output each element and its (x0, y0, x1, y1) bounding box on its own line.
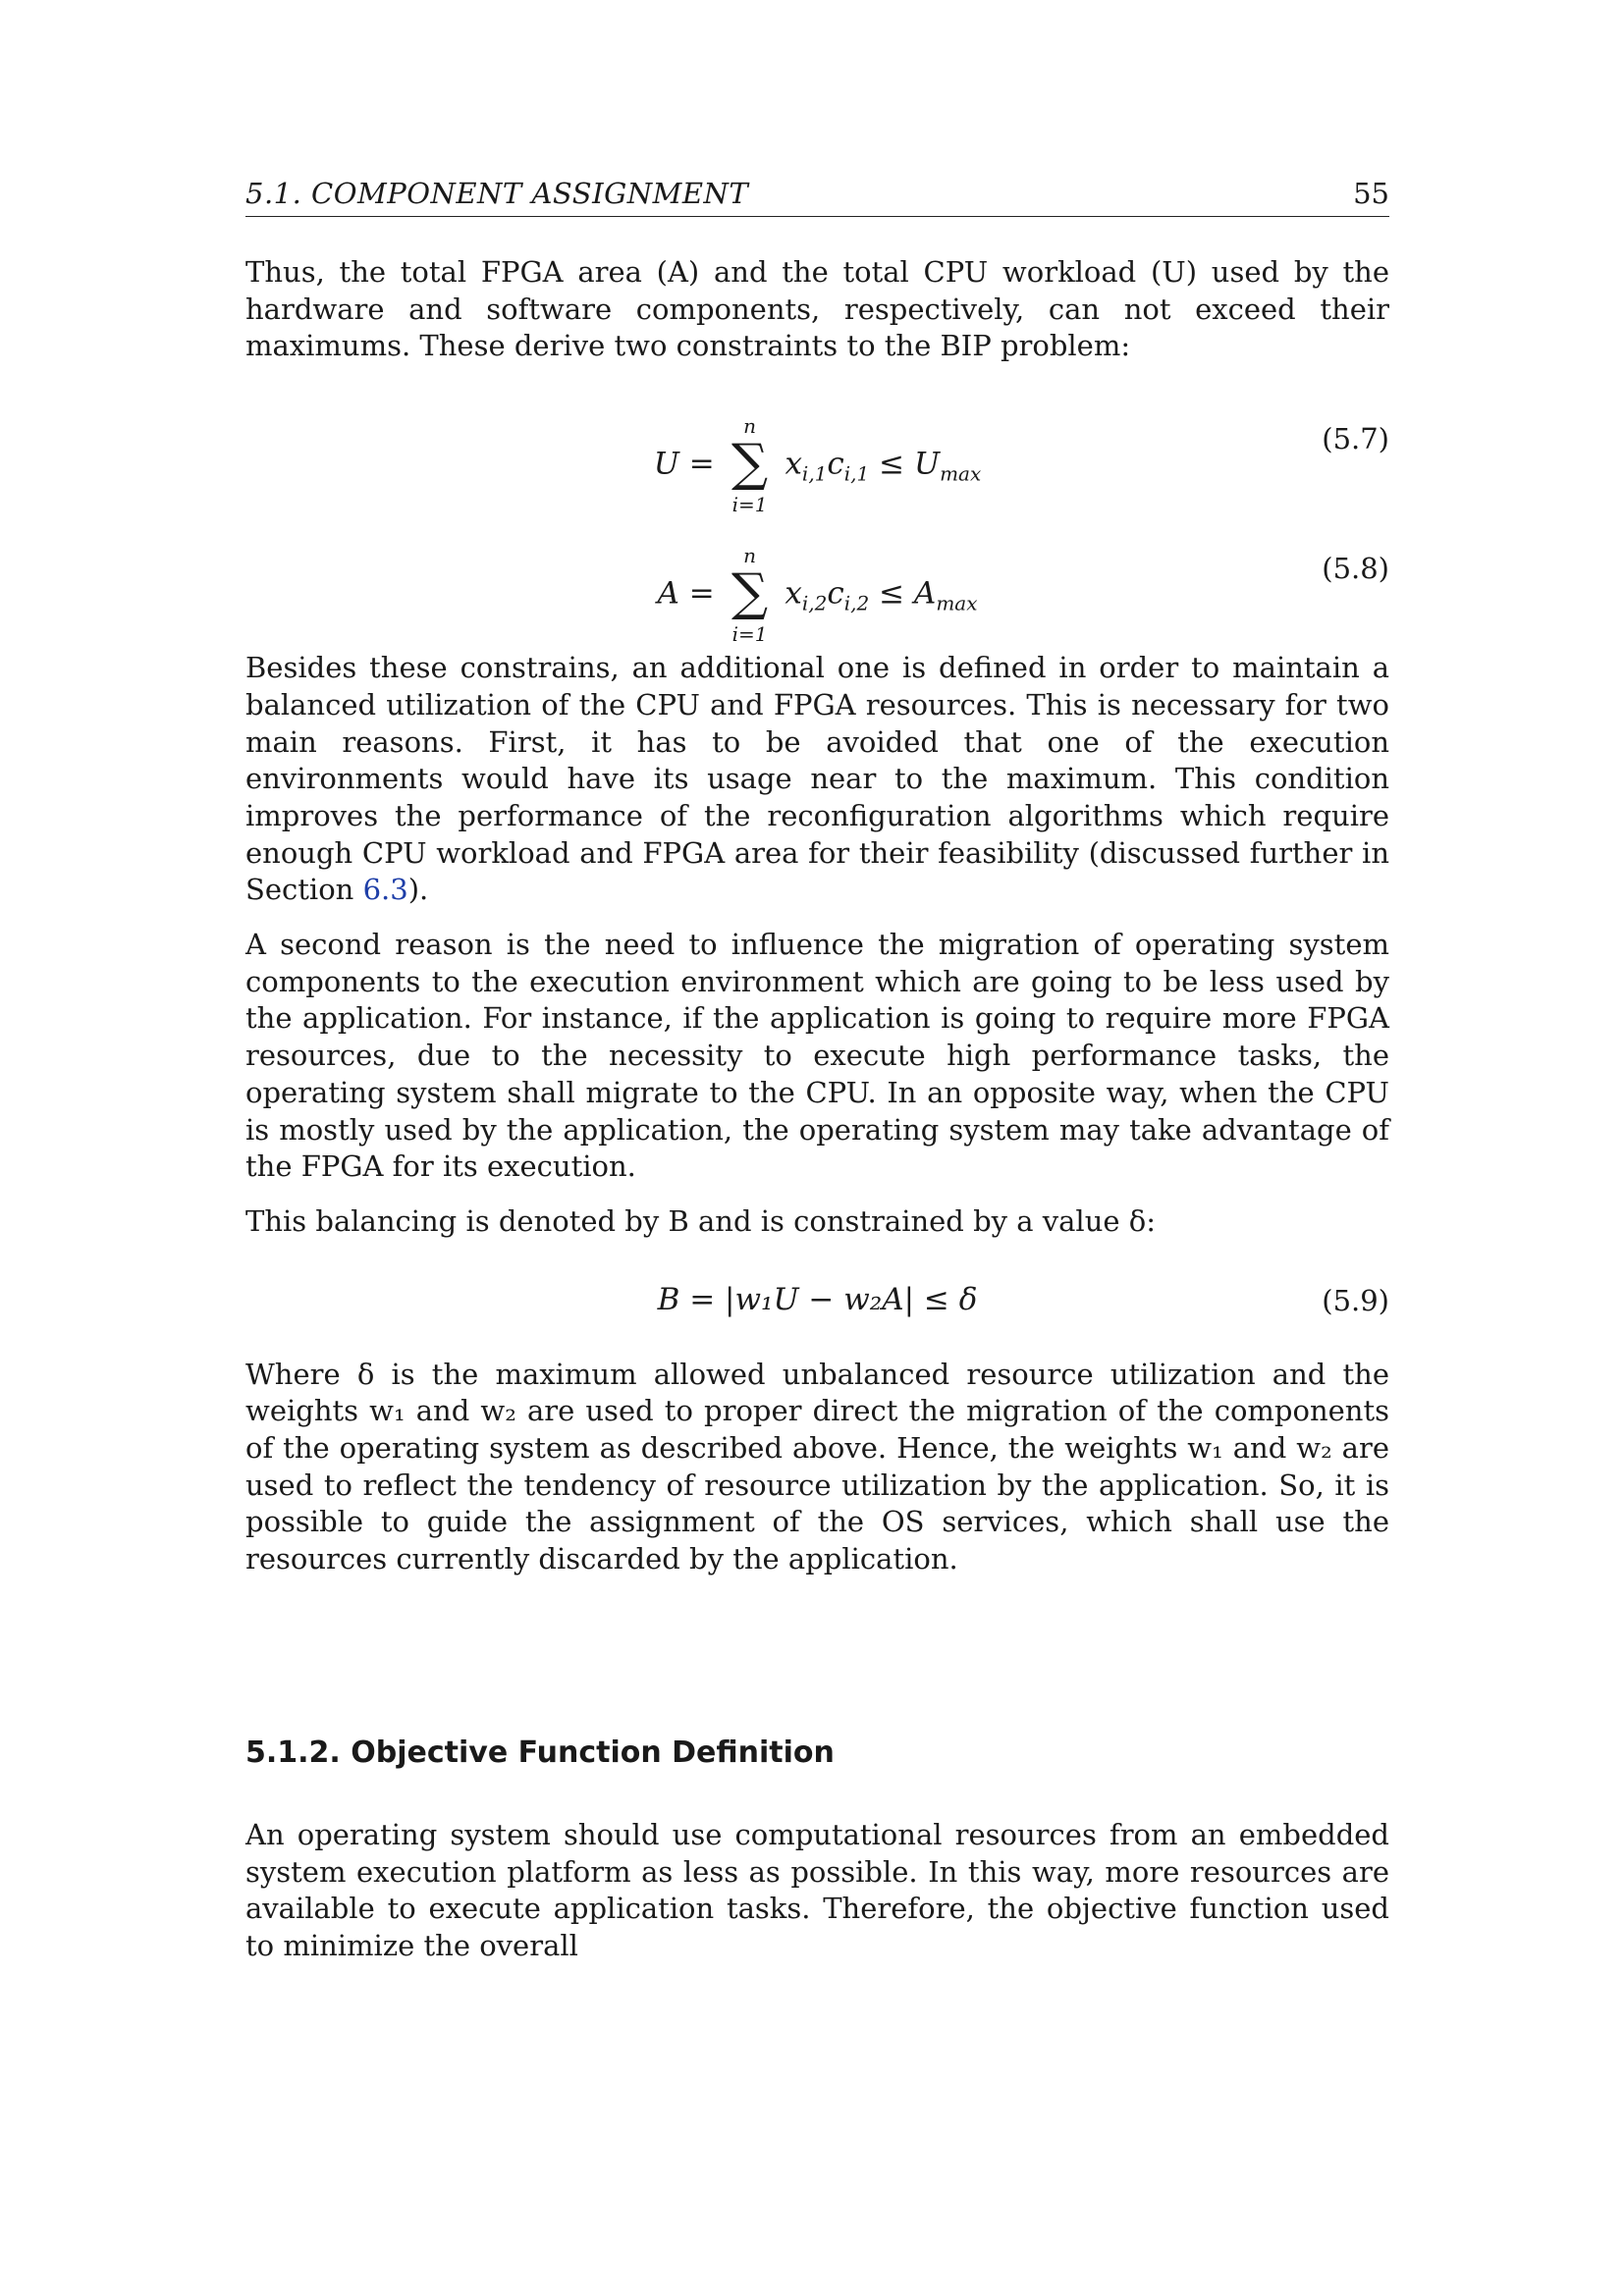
eq-sub-max: max (936, 591, 978, 615)
equation-number: (5.9) (1322, 1283, 1389, 1317)
header-section-title: 5.1. COMPONENT ASSIGNMENT (245, 177, 749, 210)
running-header (245, 177, 1389, 217)
sum-upper-limit: n (743, 414, 757, 439)
section-heading: 5.1.2. Objective Function Definition (245, 1735, 835, 1770)
eq-sub-x: i,2 (801, 591, 828, 615)
eq-sub-max: max (940, 461, 982, 486)
eq-term-c: c (827, 446, 844, 482)
sum-lower-limit: i=1 (731, 622, 768, 647)
paragraph-balance-text: Besides these constrains, an additional one is defined in order to maintain a balanced utilization of the CPU and FPGA resources. This is necessary for two main reasons. First, it has to be avoided that one of the execution environments would have its usage near to the maximum. This condition improves the performance of the reconfiguration algorithms which require enough CPU workload and FPGA area for their feasibility (discussed further in Section (245, 651, 1389, 907)
equation-5-8 (245, 516, 1389, 647)
equation-number: (5.7) (1322, 422, 1389, 456)
eq-sub-x: i,1 (801, 461, 828, 486)
equation-5-8-body (245, 544, 1389, 647)
equation-5-9 (245, 1274, 1389, 1333)
sum-lower-limit: i=1 (731, 493, 768, 517)
paragraph-delta-explanation: Where δ is the maximum allowed unbalanced resource utilization and the weights w₁ and w₂ are used to proper direct the migration of the components of the operating system as described above. Hence, the weights w₁ and w₂ are used to reflect the tendency of resource utilization by the application. So, it is possible to guide the assignment of the OS services, which shall use the resources currently discarded by the application. (245, 1357, 1389, 1576)
paragraph-balancing-def: This balancing is denoted by B and is constrained by a value δ: (245, 1203, 1156, 1238)
equation-5-7-body (245, 414, 1389, 517)
paragraph-second-reason: A second reason is the need to influence the migration of operating system components to the execution environment which are going to be less used by the application. For instance, if the application is going to require more FPGA resources, due to the necessity to execute high performance tasks, the operating system shall migrate to the CPU. In an opposite way, when the CPU is mostly used by the application, the operating system may take advantage of the FPGA for its execution. (245, 928, 1389, 1184)
eq-lhs: U = (653, 446, 715, 482)
paragraph-objective-function: An operating system should use computational resources from an embedded system execution platform as less as possible. In this way, more resources are available to execute application tasks. Therefore, the objective function used to minimize the overall (245, 1817, 1389, 1962)
section-reference-link[interactable]: 6.3 (362, 873, 408, 907)
sum-upper-limit: n (743, 544, 756, 568)
paragraph-constraints-intro: Thus, the total FPGA area (A) and the total CPU workload (U) used by the hardware and software components, respectively, can not exceed their maximums. These derive two constraints to the BIP problem: (245, 255, 1389, 363)
eq-lhs: A = (657, 575, 715, 612)
eq-sub-c: i,1 (843, 461, 870, 486)
eq-term-c: c (827, 575, 844, 612)
paragraph-balance (245, 650, 1389, 909)
summation-symbol: n ∑ i=1 (729, 546, 772, 644)
eq-relation: ≤ A (869, 575, 937, 612)
eq-sub-c: i,2 (843, 591, 870, 615)
paragraph-balance-tail: ). (407, 873, 429, 907)
page (245, 177, 1389, 1965)
eq-term-x: x (785, 575, 802, 612)
equation-number: (5.8) (1322, 552, 1389, 586)
equation-5-9-body: B = |w₁U − w₂A| ≤ δ (657, 1281, 978, 1317)
eq-term-x: x (785, 446, 802, 482)
eq-relation: ≤ U (869, 446, 941, 482)
summation-symbol: n ∑ i=1 (729, 416, 772, 514)
page-number: 55 (1353, 177, 1389, 210)
equation-5-7 (245, 387, 1389, 517)
